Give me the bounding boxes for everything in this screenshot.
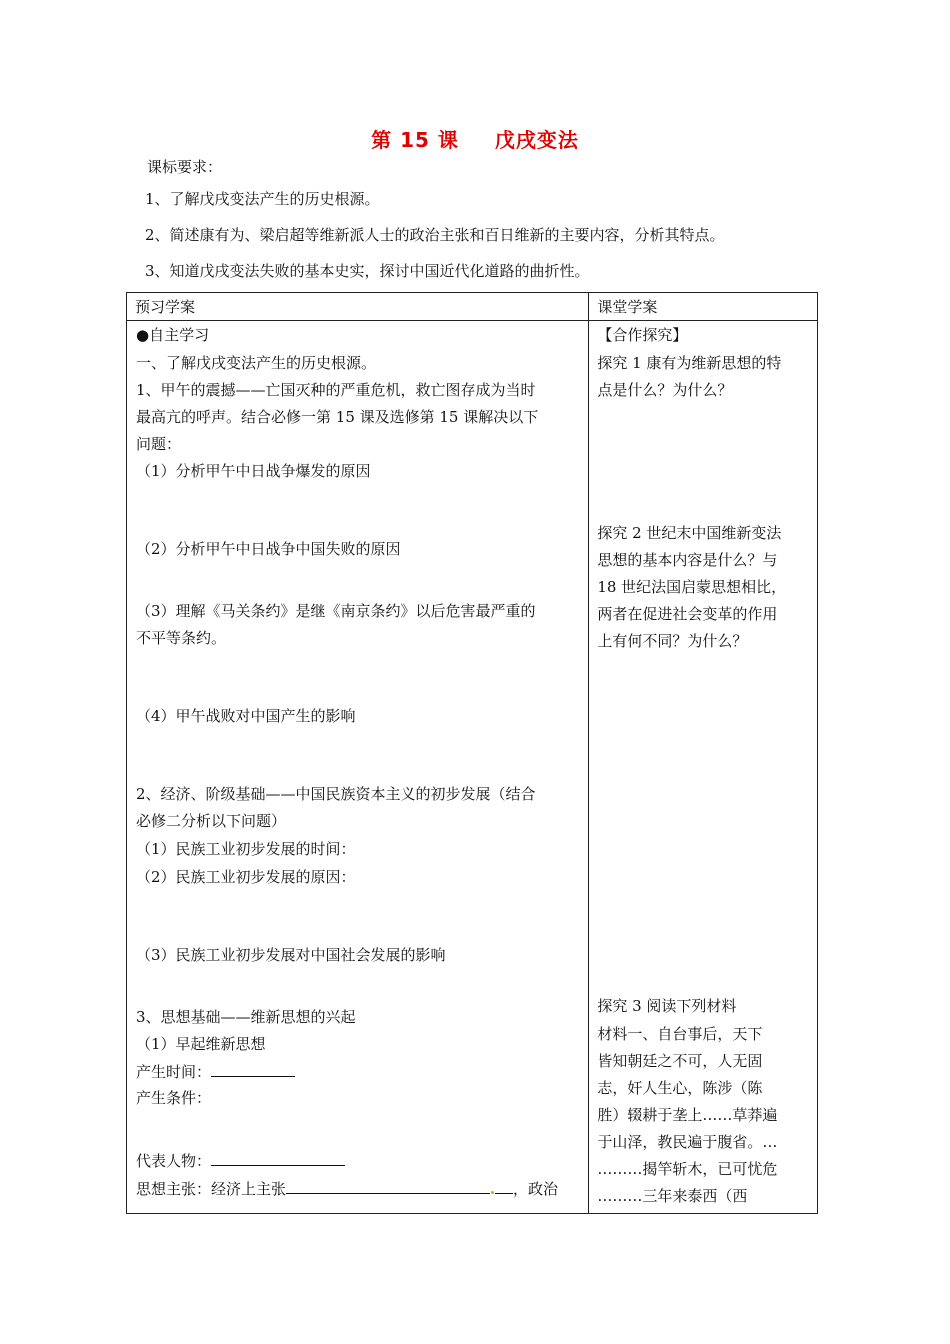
- idea-row: [136, 1178, 558, 1199]
- question-3-line-2: 不平等条约。: [136, 629, 227, 647]
- origin-time-blank: [211, 1061, 295, 1077]
- section-1-line-2: 最高亢的呼声。结合必修一第 15 课及选修第 15 课解决以下: [136, 408, 539, 426]
- section-3-title: 3、思想基础——维新思想的兴起: [136, 1008, 356, 1026]
- section-2-question-2: （2）民族工业初步发展的原因：: [136, 868, 356, 886]
- material-line-1: 材料一、自台事后，天下: [597, 1025, 763, 1043]
- section-1-line-3: 问题：: [136, 435, 182, 453]
- preview-column: [127, 321, 589, 1214]
- left-header-cell: [127, 293, 589, 321]
- requirements-heading: 课标要求：: [147, 158, 223, 176]
- explore-2-line-4: 两者在促进社会变革的作用: [597, 605, 778, 623]
- idea-tail: ，政治: [513, 1180, 559, 1198]
- left-header: 预习学案: [135, 298, 196, 316]
- idea-label: 思想主张：经济上主张: [136, 1180, 287, 1198]
- explore-2-line-3: 18 世纪法国启蒙思想相比，: [597, 578, 787, 596]
- explore-2-line-2: 思想的基本内容是什么？与: [597, 551, 778, 569]
- section-2-line-1: 2、经济、阶级基础——中国民族资本主义的初步发展（结合: [136, 785, 536, 803]
- explore-2-line-1: 探究 2 世纪末中国维新变法: [597, 524, 782, 542]
- stray-dot: [491, 1191, 494, 1194]
- lesson-topic: 戊戌变法: [494, 128, 579, 152]
- section-2-question-3: （3）民族工业初步发展对中国社会发展的影响: [136, 946, 446, 964]
- explore-1-line-2: 点是什么？为什么？: [597, 381, 733, 399]
- material-line-5: 于山泽，教民遍于腹省。…: [597, 1133, 778, 1151]
- explore-2-line-5: 上有何不同？为什么？: [597, 632, 748, 650]
- section-1-line-1: 1、甲午的震撼——亡国灭种的严重危机，救亡图存成为当时: [136, 381, 536, 399]
- explore-3-title: 探究 3 阅读下列材料: [597, 997, 737, 1015]
- origin-time-label: 产生时间：: [136, 1063, 212, 1081]
- section-2-question-1: （1）民族工业初步发展的时间：: [136, 840, 356, 858]
- material-line-4: 胜）辍耕于垄上……草莽遍: [597, 1106, 778, 1124]
- representative-label: 代表人物：: [136, 1152, 212, 1170]
- lesson-number: 第 15 课: [371, 128, 459, 152]
- representative-blank: [211, 1150, 345, 1166]
- right-header-cell: [589, 293, 818, 321]
- question-2: （2）分析甲午中日战争中国失败的原因: [136, 540, 401, 558]
- section-1-title: 一、了解戊戌变法产生的历史根源。: [136, 354, 377, 372]
- question-1: （1）分析甲午中日战争爆发的原因: [136, 462, 371, 480]
- material-line-3: 志，奸人生心，陈涉（陈: [597, 1079, 763, 1097]
- material-line-7: ………三年来泰西（西: [597, 1187, 748, 1205]
- material-line-6: ………揭竿斩木，已可忧危: [597, 1160, 778, 1178]
- representative-row: [136, 1150, 345, 1171]
- section-2-line-2: 必修二分析以下问题）: [136, 812, 287, 830]
- cooperation-heading: 【合作探究】: [597, 326, 688, 344]
- question-4: （4）甲午战败对中国产生的影响: [136, 707, 356, 725]
- material-line-2: 皆知朝廷之不可，人无固: [597, 1052, 763, 1070]
- explore-1-line-1: 探究 1 康有为维新思想的特: [597, 354, 782, 372]
- right-header: 课堂学案: [597, 298, 658, 316]
- origin-time-row: [136, 1061, 295, 1082]
- classroom-column: [589, 321, 818, 1214]
- section-3-question-1: （1）早起维新思想: [136, 1035, 266, 1053]
- requirement-item-3: 3、知道戊戌变法失败的基本史实，探讨中国近代化道路的曲折性。: [145, 262, 590, 280]
- study-table: [126, 292, 818, 1214]
- requirement-item-1: 1、了解戊戌变法产生的历史根源。: [145, 190, 380, 208]
- question-3-line-1: （3）理解《马关条约》是继《南京条约》以后危害最严重的: [136, 602, 536, 620]
- idea-blank-tail: [495, 1178, 513, 1194]
- origin-condition-label: 产生条件：: [136, 1089, 212, 1107]
- self-study-heading: ●自主学习: [136, 326, 210, 344]
- requirement-item-2: 2、简述康有为、梁启超等维新派人士的政治主张和百日维新的主要内容，分析其特点。: [145, 226, 725, 244]
- idea-blank: [286, 1178, 490, 1194]
- page-title: [0, 124, 950, 153]
